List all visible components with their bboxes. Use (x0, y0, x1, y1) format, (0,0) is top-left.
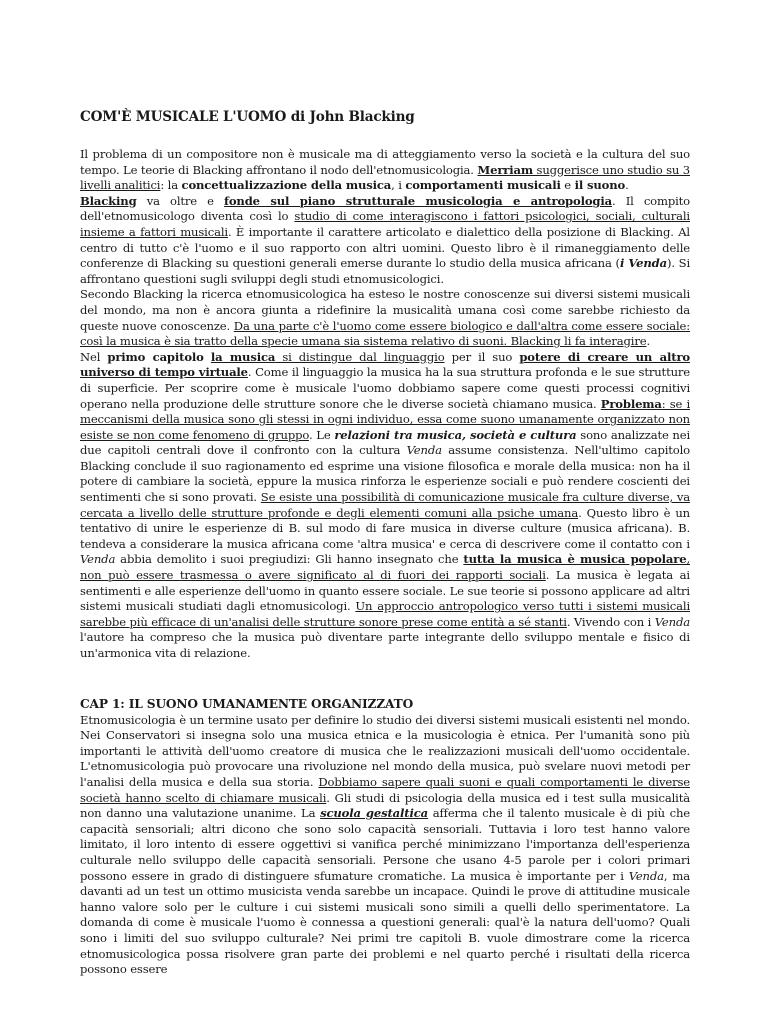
text-run: , non può essere trasmessa o avere significato al di fuori dei rapporti sociali (80, 552, 691, 583)
text-run: Da una parte c'è l'uomo come essere biologico e dall'altra come essere sociale: così la musica è sia tratto della specie umana sia sistema relativo di suoni. Blacking li fa interagire (80, 318, 690, 349)
text-run: relazioni tra musica, società e cultura (334, 427, 577, 442)
text-run: concettualizzazione della musica (181, 178, 392, 193)
text-run: : la (160, 178, 182, 193)
text-run: Venda (654, 614, 690, 629)
text-run: primo capitolo (107, 349, 204, 364)
text-run: ). Si affrontano questioni sugli sviluppi degli studi etnomusicologici. (80, 256, 691, 286)
text-run: si distingue dal linguaggio (275, 349, 445, 364)
text-run: : se i meccanismi della musica sono gli stessi in ogni individuo, essa come suono umanamente organizzato non esiste se non come fenomeno di gruppo (80, 396, 690, 442)
text-run: l'autore ha compreso che la musica può diventare parte integrante dello sviluppo mentale e fisico di un'armonica vita di relazione. (80, 630, 690, 660)
text-run: scuola gestaltica (320, 806, 429, 821)
text-run: Venda (406, 443, 442, 458)
intro-paragraph-2 (80, 194, 690, 288)
text-run: suggerisce uno studio su 3 livelli analitici (80, 162, 690, 193)
chapter-1-section (80, 697, 690, 978)
text-run: . (646, 334, 650, 349)
text-run: comportamenti musicali (405, 178, 561, 193)
text-run: sono analizzate nei due capitoli centrali dove il confronto con la cultura (80, 427, 691, 458)
text-run: . È importante il carattere articolato e dialettico della posizione di Blacking. Al centro di tutto c'è l'uomo e il suo rapporto con altri uomini. Questo libro è il rimaneggiamento delle conferenze di Blacking su questioni generali emerse durante lo studio della musica africana ( (80, 224, 690, 271)
text-run: abbia demolito i suoi pregiudizi: Gli hanno insegnato che (115, 552, 464, 567)
text-run: Venda (80, 552, 116, 567)
text-run: . Vivendo con i (566, 614, 655, 629)
text-run: Blacking (80, 193, 137, 208)
intro-paragraph-4 (80, 350, 690, 662)
text-run: afferma che il talento musicale è di più che capacità sensoriali; altri dicono che sono solo capacità sensoriali. Tuttavia i loro test hanno valore limitato, il loro intento di essere oggettivi si vanifica perché minimizzano l'importanza dell'esperienza culturale nello sviluppo delle capacità sensoriali. Persone che usano 4-5 parole per i colori primari possono essere in grado di distinguere sfumature cromatiche. La musica è importante per i (80, 806, 690, 883)
chapter-1-heading: CAP 1: IL SUONO UMANAMENTE ORGANIZZATO (80, 697, 414, 711)
text-run: e (560, 178, 575, 193)
intro-section (80, 147, 690, 662)
text-run: Problema (600, 396, 662, 411)
text-run: tutta la musica è musica popolare (463, 552, 687, 567)
text-run: . Come il linguaggio la musica ha la sua struttura profonda e le sue strutture di superficie. Per scoprire come è musicale l'uomo dobbiamo sapere come questi processi cognitivi operano nella produzione delle strutture sonore che le diverse società chiamano musica. (80, 365, 690, 411)
text-run: Se esiste una possibilità di comunicazione musicale fra culture diverse, va cercata a livello delle strutture profonde e degli elementi comuni alla psiche umana (80, 490, 690, 520)
text-run: . Gli studi di psicologia della musica ed i test sulla musicalità non danno una valutazione unanime. La (80, 790, 690, 821)
text-run: Il problema di un compositore non è musicale ma di atteggiamento verso la società e la cultura del suo tempo. Le teorie di Blacking affrontano il nodo dell'etnomusicologia. (80, 147, 690, 177)
text-run: studio di come interagiscono i fattori psicologici, sociali, culturali insieme a fattori musicali (80, 209, 690, 239)
text-run: Secondo Blacking la ricerca etnomusicologica ha esteso le nostre conoscenze sui diversi sistemi musicali del mondo, ma non è ancora giunta a ridefinire la musicalità umana così come sarebbe richiesto da queste nuove conoscenze. (80, 287, 690, 333)
text-run: , ma davanti ad un test un ottimo musicista venda sarebbe un incapace. Quindi le prove di attitudine musicale hanno valore solo per le culture i cui sistemi musicali sono simili a quelli dello sperimentatore. La domanda di come è musicale l'uomo è connessa a questioni generali: qual'è la natura dell'uomo? Quali sono i limiti del suo sviluppo culturale? Nei primi tre capitoli B. vuole dimostrare come la ricerca etnomusicologica possa risolvere gran parte dei problemi e nel quarto perché i risultati della ricerca possono essere (80, 868, 690, 977)
text-run: la musica (210, 349, 276, 364)
text-run: . Il compito dell'etnomusicologo diventa così lo (80, 193, 691, 224)
text-run: potere di creare un altro universo di tempo virtuale (80, 349, 690, 380)
text-run: il suono (574, 178, 626, 193)
text-run: Venda (628, 868, 664, 883)
text-run: . Questo libro è un tentativo di unire le esperienze di B. sul modo di fare musica in diverse culture (musica africana). B. tendeva a considerare la musica africana come 'altra musica' e cerca di descrivere come il contatto con i (80, 505, 690, 551)
text-run: Un approccio antropologico verso tutti i sistemi musicali sarebbe più efficace di un'analisi delle strutture sonore prese come entità a sé stanti (80, 599, 691, 629)
text-run: assume consistenza. Nell'ultimo capitolo Blacking conclude il suo ragionamento ed esprime una visione filosofica e morale della musica: non ha il potere di cambiare la società, eppure la musica rinforza le esperienze sociali e può rendere coscienti dei sentimenti che si sono provati. (80, 443, 690, 505)
text-run: Etnomusicologia è un termine usato per definire lo studio dei diversi sistemi musicali esistenti nel mondo. Nei Conservatori si insegna solo una musica etnica e la musicologia è etnica. Per l'umanità sono più importanti le attività dell'uomo creatore di musica che le realizzazioni musicali dell'uomo occidentale. L'etnomusicologia può provocare una rivoluzione nel mondo della musica, può svelare nuovi metodi per l'analisi della musica e della sua storia. (80, 712, 690, 789)
text-run: , i (391, 178, 406, 193)
text-run (204, 350, 211, 364)
document-title: COM'È MUSICALE L'UOMO di John Blacking (80, 109, 415, 125)
text-run: fonde sul piano strutturale musicologia e antropologia (224, 193, 613, 208)
text-run: . Le (309, 427, 335, 442)
text-run: i Venda (619, 256, 667, 271)
intro-paragraph-1 (80, 147, 690, 194)
text-run: . La musica è legata ai sentimenti e alle esperienze dell'uomo in quanto essere sociale. Le sue teorie si possono applicare ad altri sistemi musicali studiati dagli etnomusicologi. (80, 568, 690, 614)
text-run: va oltre e (136, 193, 225, 208)
text-run: . (625, 178, 629, 193)
intro-paragraph-3 (80, 287, 690, 349)
text-run: Merriam (477, 162, 533, 177)
text-run: Dobbiamo sapere quali suoni e quali comportamenti le diverse società hanno scelto di chiamare musicali (80, 774, 690, 805)
text-run: Nel (80, 349, 108, 364)
chapter-1-body (80, 713, 690, 978)
text-run: per il suo (444, 349, 520, 364)
